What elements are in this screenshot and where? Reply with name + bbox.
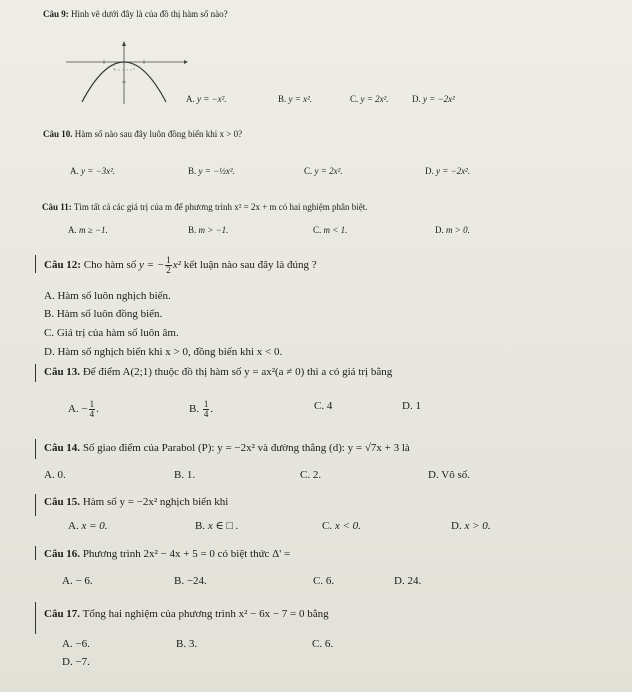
q12-opt-b: B. Hàm số luôn đồng biến. bbox=[44, 308, 163, 320]
q13-opt-c: C. 4 bbox=[314, 400, 333, 412]
q11-label: Câu 11: bbox=[42, 202, 72, 212]
q17-margin-bar bbox=[35, 602, 36, 634]
q14-opt-a: A. 0. bbox=[44, 469, 66, 481]
q14-opt-d: D. Vô số. bbox=[428, 469, 470, 481]
q12-expr-left: y = − bbox=[139, 259, 165, 272]
q11-opt-c: C. m < 1. bbox=[313, 225, 348, 235]
q16-label: Câu 16. bbox=[44, 548, 81, 560]
q12-margin-bar bbox=[35, 255, 36, 273]
q15-text: Hàm số y = −2x² nghịch biến khi bbox=[82, 496, 229, 508]
q10-text: Hàm số nào sau đây luôn đồng biến khi x > 0? bbox=[74, 129, 243, 139]
q9-line bbox=[43, 8, 228, 21]
q13-text: Để điểm A(2;1) thuộc đồ thị hàm số y = ax²(a ≠ 0) thì a có giá trị bằng bbox=[82, 366, 393, 378]
q12-fraction: $\frac{1}{2}$ bbox=[166, 255, 171, 275]
q16-opt-c: C. 6. bbox=[313, 575, 335, 587]
q17-opt-c: C. 6. bbox=[312, 638, 334, 650]
q16-margin-bar bbox=[35, 546, 36, 560]
q15-margin-bar bbox=[35, 494, 36, 516]
q11-opt-b: B. m > −1. bbox=[188, 225, 229, 235]
q15-opt-a: A. x = 0. bbox=[68, 520, 108, 532]
q13-label: Câu 13. bbox=[44, 366, 81, 378]
q15-label: Câu 15. bbox=[44, 496, 81, 508]
q15-opt-c: C. x < 0. bbox=[322, 520, 361, 532]
q16-opt-d: D. 24. bbox=[394, 575, 422, 587]
q9-label: Câu 9: bbox=[43, 9, 69, 19]
parabola-graph bbox=[62, 40, 190, 106]
q11-opt-a: A. m ≥ −1. bbox=[68, 225, 108, 235]
q16-line bbox=[44, 548, 290, 561]
q10-opt-a: A. y = −3x². bbox=[70, 166, 116, 176]
q14-opt-c: C. 2. bbox=[300, 469, 322, 481]
q10-opt-b: B. y = −½x². bbox=[188, 166, 235, 176]
q14-text: Số giao điểm của Parabol (P): y = −2x² và đường thẳng (d): y = √7x + 3 là bbox=[82, 442, 410, 454]
q9-text: Hình vẽ dưới đây là của đồ thị hàm số nào? bbox=[71, 9, 228, 19]
q11-opt-d: D. m > 0. bbox=[435, 225, 470, 235]
q9-opt-d: D. y = −2x² bbox=[412, 94, 455, 104]
q12-opt-c: C. Giá trị của hàm số luôn âm. bbox=[44, 327, 179, 339]
q17-text: Tổng hai nghiệm của phương trình x² − 6x − 7 = 0 bằng bbox=[82, 608, 329, 620]
q11-line bbox=[42, 201, 368, 214]
y-axis-arrow bbox=[122, 41, 126, 46]
q10-label: Câu 10. bbox=[43, 129, 73, 139]
q10-opt-c: C. y = 2x². bbox=[304, 166, 343, 176]
q12-line bbox=[44, 256, 317, 275]
q15-opt-b: B. x ∈ □ . bbox=[195, 520, 239, 532]
q13-opt-b: B. $\frac{1}{4}$ . bbox=[189, 399, 214, 419]
q13-opt-a: A. − $\frac{1}{4}$ . bbox=[68, 399, 99, 419]
q16-text: Phương trình 2x² − 4x + 5 = 0 có biệt thức Δ' = bbox=[82, 548, 291, 560]
q13-margin-bar bbox=[35, 364, 36, 382]
q9-opt-b: B. y = x². bbox=[278, 94, 313, 104]
q17-label: Câu 17. bbox=[44, 608, 81, 620]
q13-opt-d: D. 1 bbox=[402, 400, 421, 412]
q14-margin-bar bbox=[35, 439, 36, 459]
q16-opt-b: B. −24. bbox=[174, 575, 207, 587]
q17-line bbox=[44, 608, 329, 621]
q17-opt-d: D. −7. bbox=[62, 656, 90, 668]
q12-label: Câu 12: bbox=[44, 259, 81, 272]
q10-line bbox=[43, 128, 242, 141]
q15-line bbox=[44, 496, 228, 509]
q17-opt-a: A. −6. bbox=[62, 638, 90, 650]
q9-opt-c: C. y = 2x². bbox=[350, 94, 389, 104]
q12-text-after: kết luận nào sau đây là đúng ? bbox=[183, 259, 317, 272]
q12-opt-d: D. Hàm số nghịch biến khi x > 0, đồng biến khi x < 0. bbox=[44, 346, 283, 358]
q9-opt-a: A. y = −x². bbox=[186, 94, 227, 104]
q10-opt-d: D. y = −2x². bbox=[425, 166, 471, 176]
q14-label: Câu 14. bbox=[44, 442, 81, 454]
q17-opt-b: B. 3. bbox=[176, 638, 198, 650]
q16-opt-a: A. − 6. bbox=[62, 575, 93, 587]
q12-opt-a: A. Hàm số luôn nghịch biến. bbox=[44, 290, 171, 302]
q15-opt-d: D. x > 0. bbox=[451, 520, 491, 532]
q12-expr-right: x² bbox=[172, 259, 181, 272]
q12-text-before: Cho hàm số bbox=[83, 259, 137, 272]
q13-line bbox=[44, 366, 392, 379]
q14-line bbox=[44, 442, 410, 455]
q11-text: Tìm tất cả các giá trị của m để phương trình x² = 2x + m có hai nghiệm phân biệt. bbox=[73, 202, 368, 212]
x-axis-arrow bbox=[184, 60, 188, 64]
q14-opt-b: B. 1. bbox=[174, 469, 196, 481]
